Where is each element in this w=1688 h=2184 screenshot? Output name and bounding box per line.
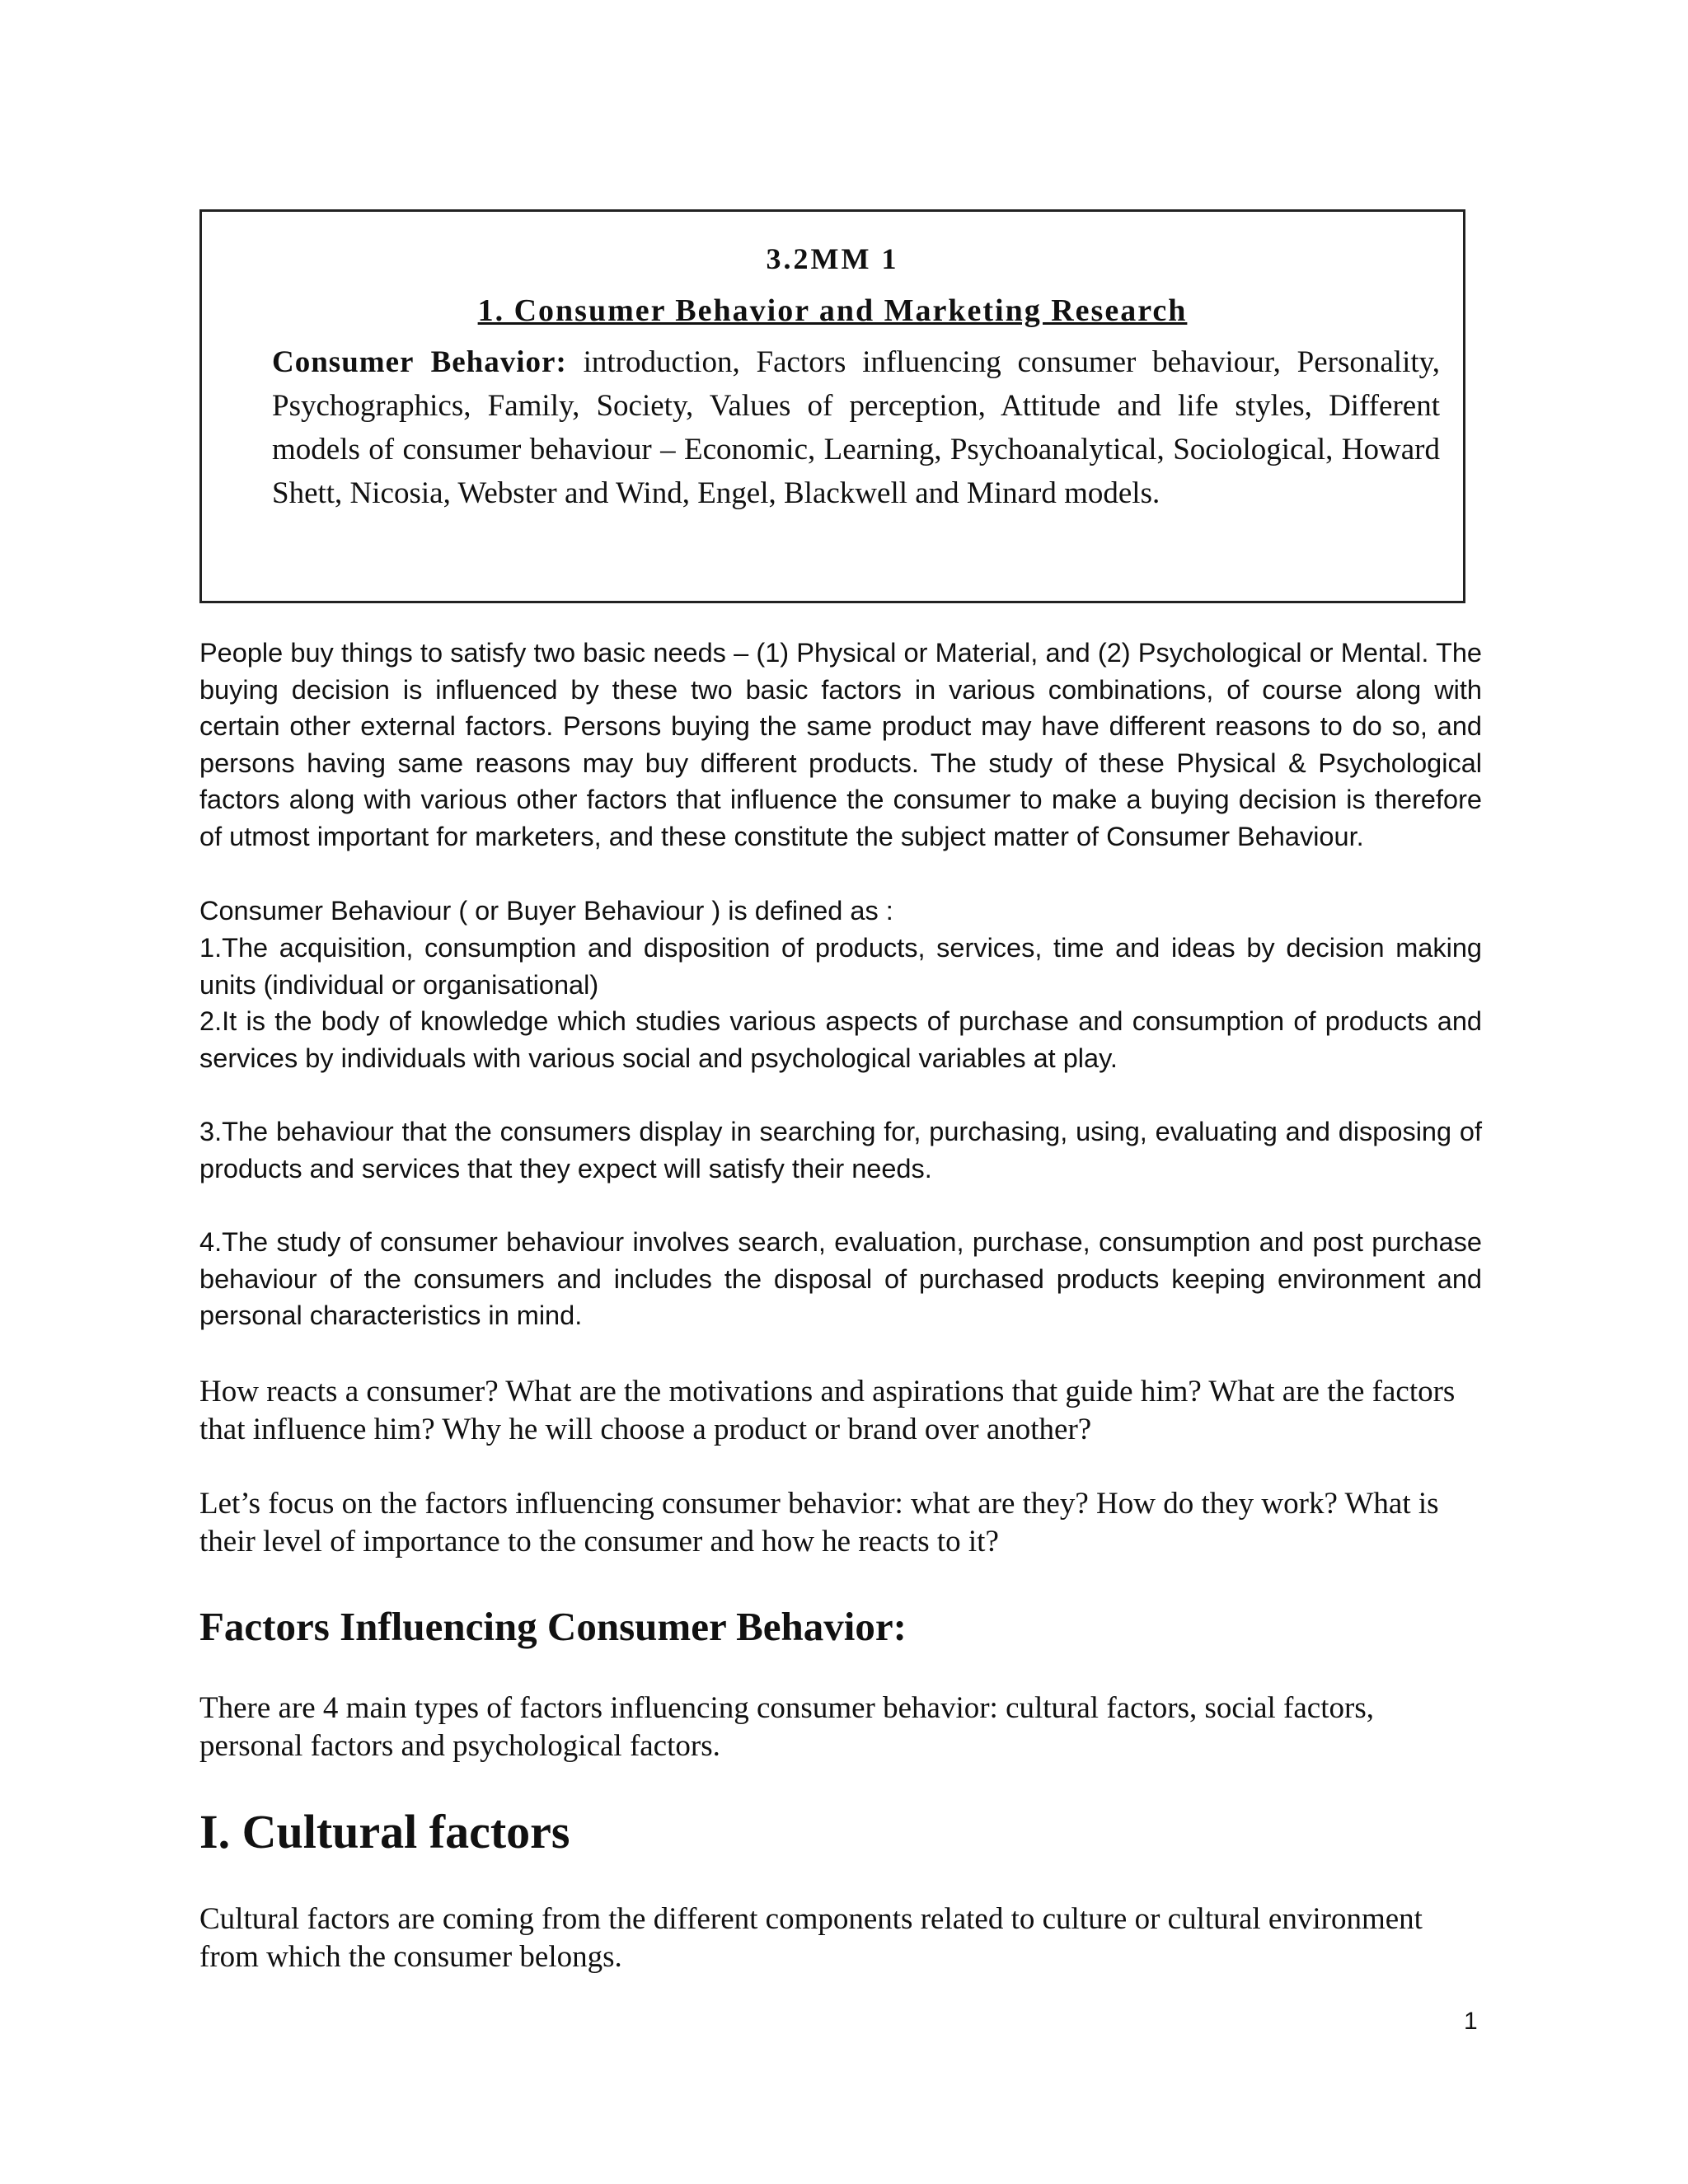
cultural-paragraph: Cultural factors are coming from the different components related to culture or cultural environment from which the consumer belongs. — [199, 1902, 1423, 1974]
syllabus-label: Consumer Behavior: — [272, 345, 567, 379]
factors-heading: Factors Influencing Consumer Behavior: — [199, 1604, 907, 1649]
definition-intro: Consumer Behaviour ( or Buyer Behaviour ) is defined as : — [199, 896, 893, 926]
syllabus-box — [199, 209, 1465, 603]
cultural-heading: I. Cultural factors — [199, 1805, 570, 1858]
definition-item-1: 1.The acquisition, consumption and disposition of products, services, time and ideas by decision making units (individual or organisational) — [199, 933, 1482, 1000]
questions-paragraph-1: How reacts a consumer? What are the motivations and aspirations that guide him? What are the factors that influence him? Why he will choose a product or brand over another? — [199, 1375, 1456, 1446]
definition-item-2: 2.It is the body of knowledge which studies various aspects of purchase and consumption of products and services by individuals with various social and psychological variables at play. — [199, 1006, 1482, 1073]
course-code: 3.2MM 1 — [766, 242, 899, 275]
syllabus-text — [272, 340, 1440, 515]
intro-paragraph: People buy things to satisfy two basic needs – (1) Physical or Material, and (2) Psychological or Mental. The buying decision is influenced by these two basic factors in various combinations, of course along with certain other external factors. Persons buying the same product may have different reasons to do so, and persons having same reasons may buy different products. The study of these Physical & Psychological factors along with various other factors that influence the consumer to make a buying decision is therefore of utmost important for marketers, and these constitute the subject matter of Consumer Behaviour. — [199, 638, 1482, 851]
questions-paragraph-2: Let’s focus on the factors influencing consumer behavior: what are they? How do they work? What is their level of importance to the consumer and how he reacts to it? — [199, 1487, 1439, 1558]
syllabus-topics: introduction, Factors influencing consumer behaviour, Personality, Psychographics, Family, Society, Values of perception, Attitude and life styles, Different models of consumer behaviour – Economic, Learning, Psychoanalytical, Sociological, Howard Shett, Nicosia, Webster and Wind, Engel, Blackwell and Minard models. — [272, 345, 1440, 510]
page-number: 1 — [1464, 2008, 1478, 2035]
factors-paragraph: There are 4 main types of factors influencing consumer behavior: cultural factors, social factors, personal factors and psychological factors. — [199, 1691, 1374, 1763]
definition-item-4: 4.The study of consumer behaviour involves search, evaluation, purchase, consumption and post purchase behaviour of the consumers and includes the disposal of purchased products keeping environment and personal characteristics in mind. — [199, 1227, 1482, 1331]
definition-item-3: 3.The behaviour that the consumers display in searching for, purchasing, using, evaluating and disposing of products and services that they expect will satisfy their needs. — [199, 1117, 1482, 1183]
unit-heading: 1. Consumer Behavior and Marketing Research — [477, 293, 1188, 328]
